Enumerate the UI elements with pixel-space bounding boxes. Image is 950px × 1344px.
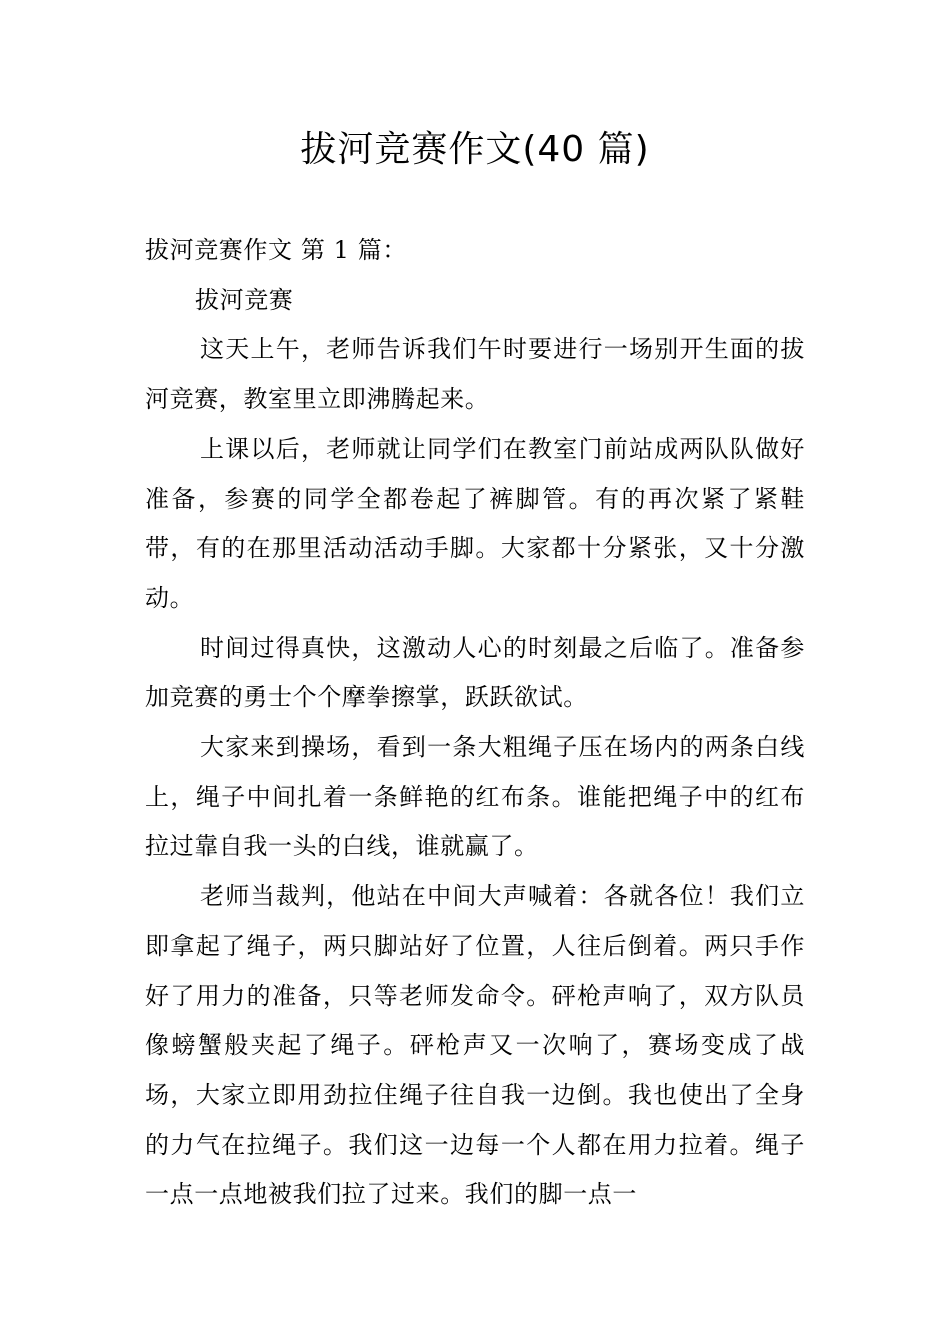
document-title: 拔河竞赛作文(40 篇) [300, 129, 650, 170]
paragraph-3: 时间过得真快，这激动人心的时刻最之后临了。准备参加竞赛的勇士个个摩拳擦掌，跃跃欲试。 [145, 633, 805, 712]
section-heading: 拔河竞赛作文 第 1 篇： [145, 236, 407, 264]
paragraph-4: 大家来到操场，看到一条大粗绳子压在场内的两条白线上，绳子中间扎着一条鲜艳的红布条。谁能把绳子中的红布拉过靠自我一头的白线，谁就赢了。 [145, 733, 805, 861]
document-body [145, 226, 805, 1220]
paragraph-2: 上课以后，老师就让同学们在教室门前站成两队队做好准备，参赛的同学全都卷起了裤脚管。有的再次紧了紧鞋带，有的在那里活动活动手脚。大家都十分紧张，又十分激动。 [145, 434, 805, 612]
essay-title: 拔河竞赛 [195, 285, 294, 314]
paragraph-1: 这天上午，老师告诉我们午时要进行一场别开生面的拔河竞赛，教室里立即沸腾起来。 [145, 335, 805, 414]
paragraph-5: 老师当裁判，他站在中间大声喊着：各就各位！我们立即拿起了绳子，两只脚站好了位置，人往后倒着。两只手作好了用力的准备，只等老师发命令。砰枪声响了，双方队员像螃蟹般夹起了绳子。砰枪声又一次响了，赛场变成了战场，大家立即用劲拉住绳子往自我一边倒。我也使出了全身的力气在拉绳子。我们这一边每一个人都在用力拉着。绳子一点一点地被我们拉了过来。我们的脚一点一 [145, 882, 805, 1209]
